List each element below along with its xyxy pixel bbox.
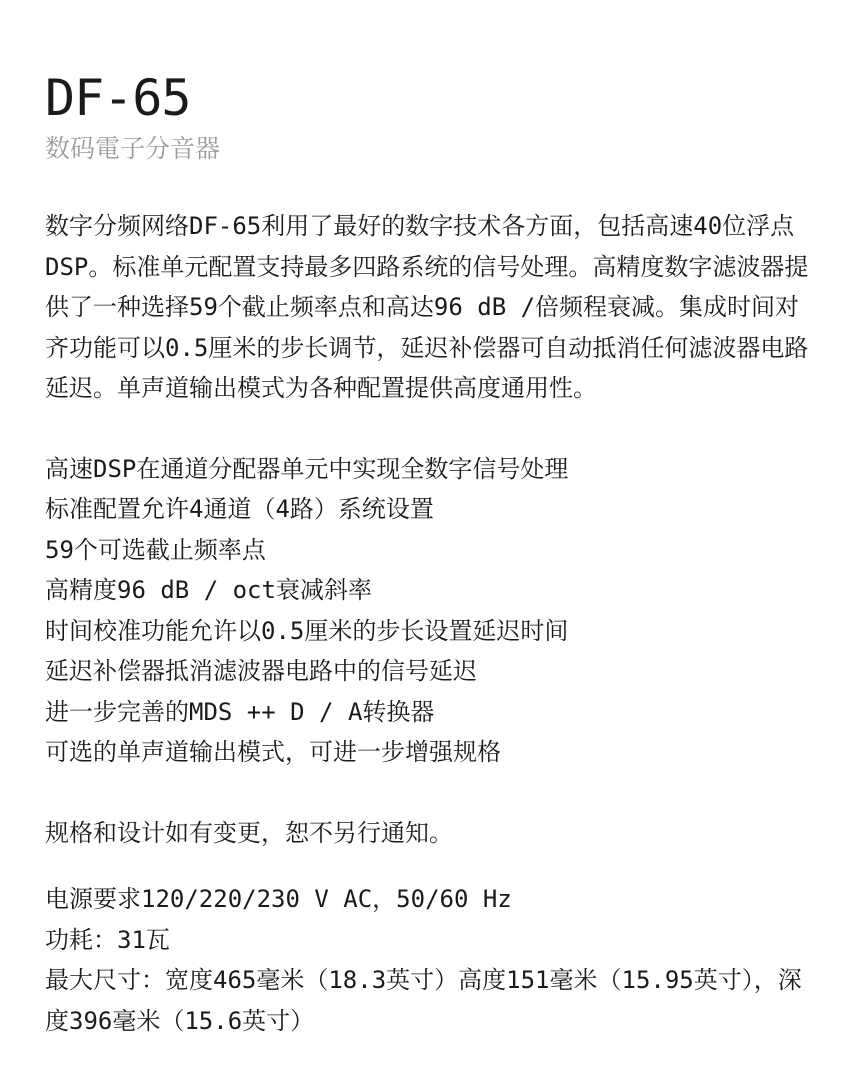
feature-item: 高速DSP在通道分配器单元中实现全数字信号处理 [45, 454, 569, 483]
spec-power-consumption: 功耗：31瓦 [45, 925, 170, 954]
feature-item: 高精度96 dB / oct衰减斜率 [45, 576, 372, 604]
spec-power-requirement: 电源要求120/220/230 V AC，50/60 Hz [45, 885, 512, 913]
feature-item: 59个可选截止频率点 [45, 535, 266, 564]
spec-list [45, 879, 815, 1041]
feature-item: 进一步完善的MDS ++ D / A转换器 [45, 697, 435, 726]
intro-paragraph: 数字分频网络DF-65利用了最好的数字技术各方面，包括高速40位浮点DSP。标准单元配置支持最多四路系统的信号处理。高精度数字滤波器提供了一种选择59个截止频率点和高达96 dB /倍频程衰减。集成时间对齐功能可以0.5厘米的步长调节，延迟补偿器可自动抵消任何滤波器电路延迟。单声道输出模式为各种配置提供高度通用性。 [45, 212, 809, 402]
feature-item: 时间校准功能允许以0.5厘米的步长设置延迟时间 [45, 616, 569, 645]
feature-item: 延迟补偿器抵消滤波器电路中的信号延迟 [45, 657, 477, 685]
product-document [45, 68, 815, 1041]
product-subtitle: 数码電子分音器 [45, 134, 221, 163]
feature-list [45, 449, 815, 773]
feature-item: 标准配置允许4通道（4路）系统设置 [45, 495, 434, 523]
product-title: DF-65 [45, 69, 191, 127]
spec-dimensions: 最大尺寸：宽度465毫米（18.3英寸）高度151毫米（15.95英寸），深度396毫米（15.6英寸） [45, 966, 802, 1035]
change-notice: 规格和设计如有变更，恕不另行通知。 [45, 818, 453, 847]
feature-item: 可选的单声道输出模式，可进一步增强规格 [45, 738, 501, 766]
